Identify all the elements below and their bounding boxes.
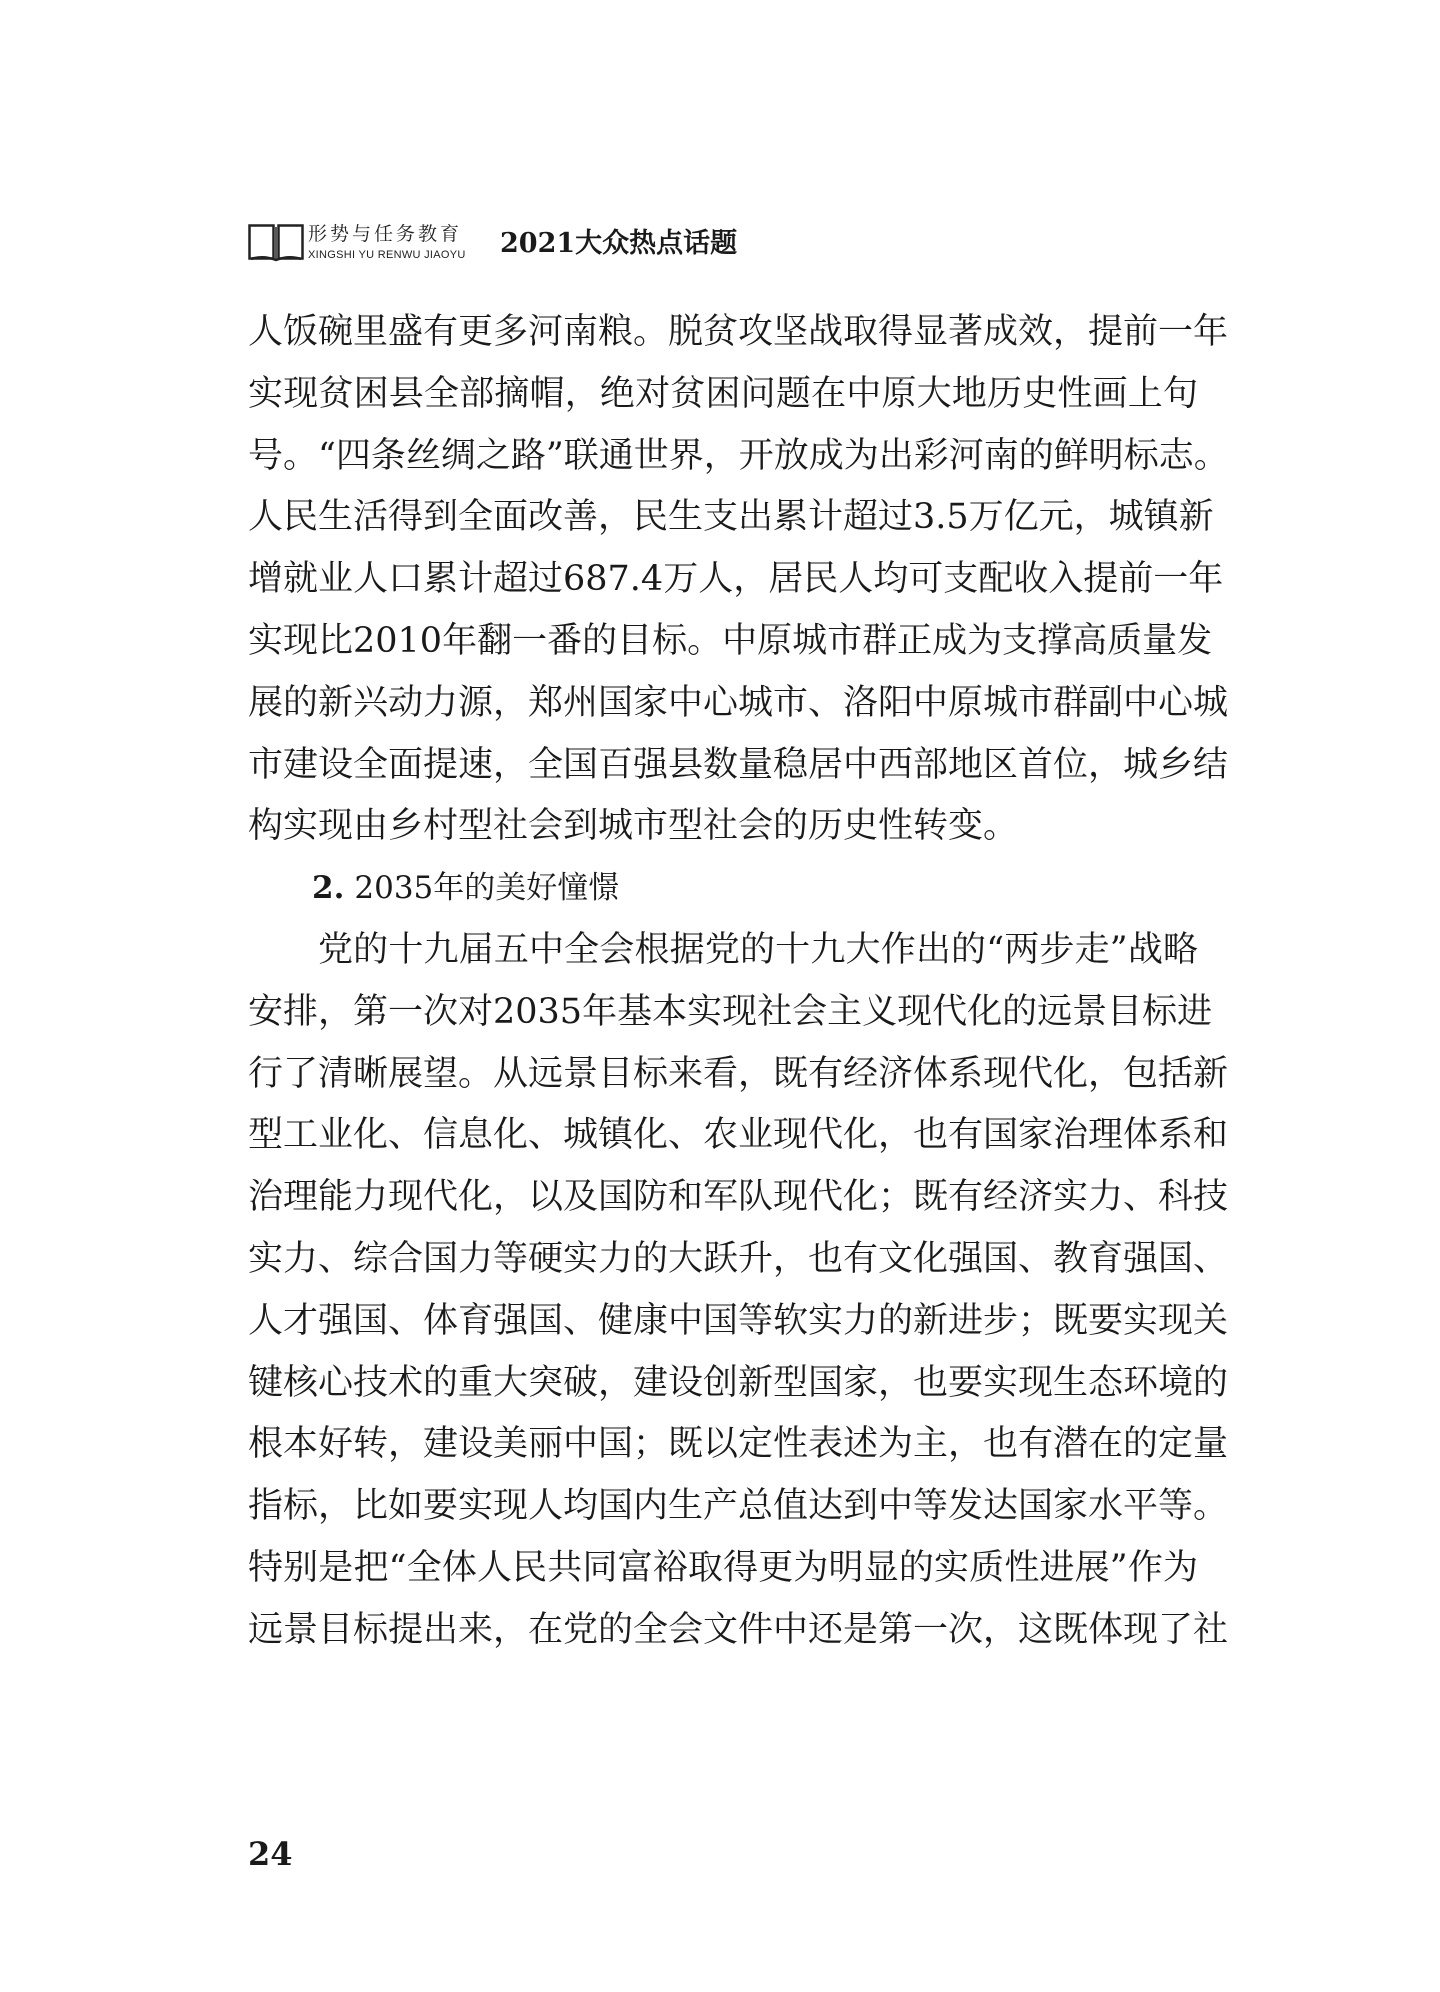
text-line: 根本好转，建设美丽中国；既以定性表述为主，也有潜在的定量 (248, 1424, 1229, 1465)
text-line: 远景目标提出来，在党的全会文件中还是第一次，这既体现了社 (248, 1609, 1229, 1650)
text-line: 人饭碗里盛有更多河南粮。脱贫攻坚战取得显著成效，提前一年 (248, 312, 1229, 352)
text-line: 实力、综合国力等硬实力的大跃升，也有文化强国、教育强国、 (248, 1238, 1229, 1279)
section-title: 2035年的美好憧憬 (354, 870, 620, 907)
text-line: 行了清晰展望。从远景目标来看，既有经济体系现代化，包括新 (248, 1053, 1229, 1094)
text-line: 实现贫困县全部摘帽，绝对贫困问题在中原大地历史性画上句 (248, 373, 1198, 414)
page-number: 24 (248, 1835, 293, 1873)
text-line: 号。“四条丝绸之路”联通世界，开放成为出彩河南的鲜明标志。 (248, 435, 1229, 476)
text-line: 增就业人口累计超过687.4万人，居民人均可支配收入提前一年 (248, 559, 1224, 600)
text-line: 党的十九届五中全会根据党的十九大作出的“两步走”战略 (318, 929, 1198, 970)
text-line: 型工业化、信息化、城镇化、农业现代化，也有国家治理体系和 (248, 1115, 1229, 1156)
text-line: 安排，第一次对2035年基本实现社会主义现代化的远景目标进 (248, 991, 1213, 1032)
text-line: 指标，比如要实现人均国内生产总值达到中等发达国家水平等。 (248, 1486, 1229, 1527)
paragraph-continued (248, 302, 1229, 858)
brand-pinyin: XINGSHI YU RENWU JIAOYU (308, 249, 466, 261)
publication-brand (308, 222, 476, 266)
text-line: 实现比2010年翻一番的目标。中原城市群正成为支撑高质量发 (248, 620, 1213, 661)
text-line: 治理能力现代化，以及国防和军队现代化；既有经济实力、科技 (248, 1177, 1229, 1218)
text-line: 键核心技术的重大突破，建设创新型国家，也要实现生态环境的 (248, 1362, 1229, 1403)
brand-chinese: 形势与任务教育 (308, 223, 463, 245)
text-line: 特别是把“全体人民共同富裕取得更为明显的实质性进展”作为 (248, 1547, 1198, 1588)
running-header (248, 222, 808, 268)
open-book-icon (248, 224, 304, 262)
text-line: 人民生活得到全面改善，民生支出累计超过3.5万亿元，城镇新 (248, 497, 1214, 538)
paragraph (248, 920, 1229, 1662)
text-line: 展的新兴动力源，郑州国家中心城市、洛阳中原城市群副中心城 (248, 682, 1229, 723)
text-line: 人才强国、体育强国、健康中国等软实力的新进步；既要实现关 (248, 1300, 1229, 1341)
section-heading (248, 858, 1198, 920)
section-number: 2. (312, 870, 345, 907)
text-line: 构实现由乡村型社会到城市型社会的历史性转变。 (248, 806, 1019, 847)
body-text (248, 302, 1229, 1662)
header-title: 2021大众热点话题 (500, 228, 738, 259)
text-line: 市建设全面提速，全国百强县数量稳居中西部地区首位，城乡结 (248, 744, 1229, 785)
